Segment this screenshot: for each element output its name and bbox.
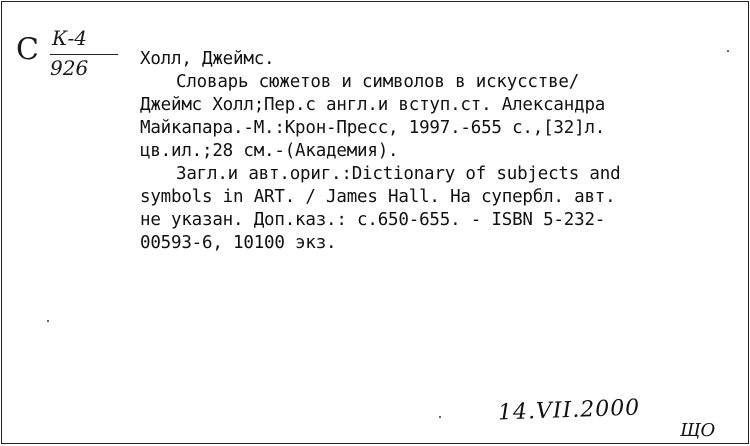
entry-title: Словарь сюжетов и символов в искусстве/ bbox=[176, 72, 580, 92]
entry-line: не указан. Доп.каз.: с.650-655. - ISBN 5-232- bbox=[140, 210, 606, 230]
shelfmark-bottom: 926 bbox=[50, 56, 89, 80]
entry-line: symbols in ART. / James Hall. На супербл. авт. bbox=[140, 187, 616, 207]
entry-note: Загл.и авт.ориг.:Dictionary of subjects and bbox=[176, 164, 621, 184]
scan-speck bbox=[727, 50, 729, 52]
scan-speck bbox=[47, 320, 49, 322]
shelfmark-top: К-4 bbox=[52, 26, 87, 50]
shelfmark bbox=[16, 26, 126, 86]
entry-line: Майкапара.-М.:Крон-Пресс, 1997.-655 с.,[32]л. bbox=[140, 118, 606, 138]
bibliographic-entry bbox=[140, 48, 740, 255]
scan-speck bbox=[439, 416, 441, 418]
handwritten-date: 14.VII.2000 bbox=[497, 395, 641, 426]
shelfmark-rule bbox=[50, 54, 118, 55]
entry-author: Холл, Джеймс. bbox=[140, 49, 275, 69]
handwritten-note bbox=[497, 395, 728, 442]
entry-line: цв.ил.;28 см.-(Академия). bbox=[140, 141, 399, 161]
entry-line: 00593-6, 10100 экз. bbox=[140, 233, 337, 253]
handwritten-initials: ЩО bbox=[680, 420, 716, 441]
shelfmark-prefix: С bbox=[16, 32, 39, 67]
catalog-card bbox=[1, 1, 749, 444]
entry-line: Джеймс Холл;Пер.с англ.и вступ.ст. Александра bbox=[140, 95, 606, 115]
